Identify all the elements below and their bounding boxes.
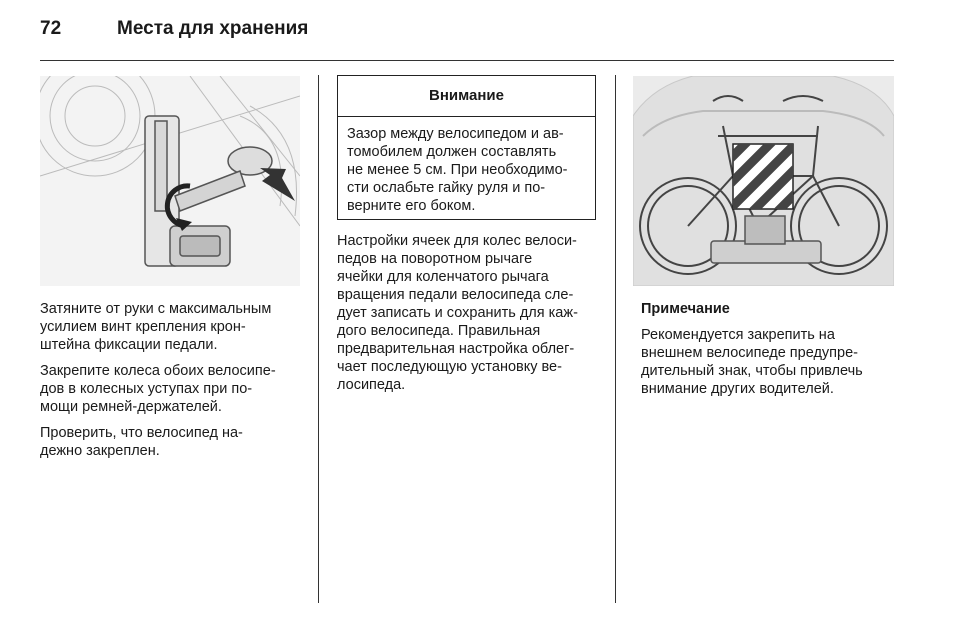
page-header xyxy=(40,18,894,48)
paragraph: Затяните от руки с максимальным усилием винт крепления крон- штейна фиксации педали. xyxy=(40,301,272,353)
warning-text: Зазор между велосипедом и ав- томобилем должен составлять не менее 5 см. При необходимо- сти ослабьте гайку руля и по- верните его боком. xyxy=(347,126,568,214)
bike-carrier-figure xyxy=(633,76,894,286)
column-divider xyxy=(615,75,616,603)
paragraph: Закрепите колеса обоих велосипе- дов в колесных уступах при по- мощи ремней-держателей. xyxy=(40,363,276,415)
pedal-mount-figure xyxy=(40,76,300,286)
bike-pedal-mount-icon xyxy=(40,76,300,286)
column-divider xyxy=(318,75,319,603)
column-2-text xyxy=(337,232,607,402)
paragraph: Проверить, что велосипед на- дежно закреплен. xyxy=(40,425,243,459)
page-number: 72 xyxy=(40,18,62,39)
note-text: Рекомендуется закрепить на внешнем велосипеде предупре- дительный знак, чтобы привлечь внимание других водителей. xyxy=(641,327,863,397)
bikes-on-rear-carrier-icon xyxy=(633,76,894,286)
header-divider xyxy=(40,60,894,61)
paragraph: Настройки ячеек для колес велоси- педов на поворотном рычаге ячейки для коленчатого рычага вращения педали велосипеда сле- дует записать и сохранить для каж- дого велосипеда. Правильная предварительная настройка облег- чает последующую установку ве- лосипеда. xyxy=(337,233,578,393)
warning-box xyxy=(337,75,596,220)
column-3-text xyxy=(641,300,891,406)
section-title: Места для хранения xyxy=(117,18,309,39)
warning-title: Внимание xyxy=(338,76,595,117)
column-1-text xyxy=(40,300,310,468)
note-title: Примечание xyxy=(641,301,730,317)
